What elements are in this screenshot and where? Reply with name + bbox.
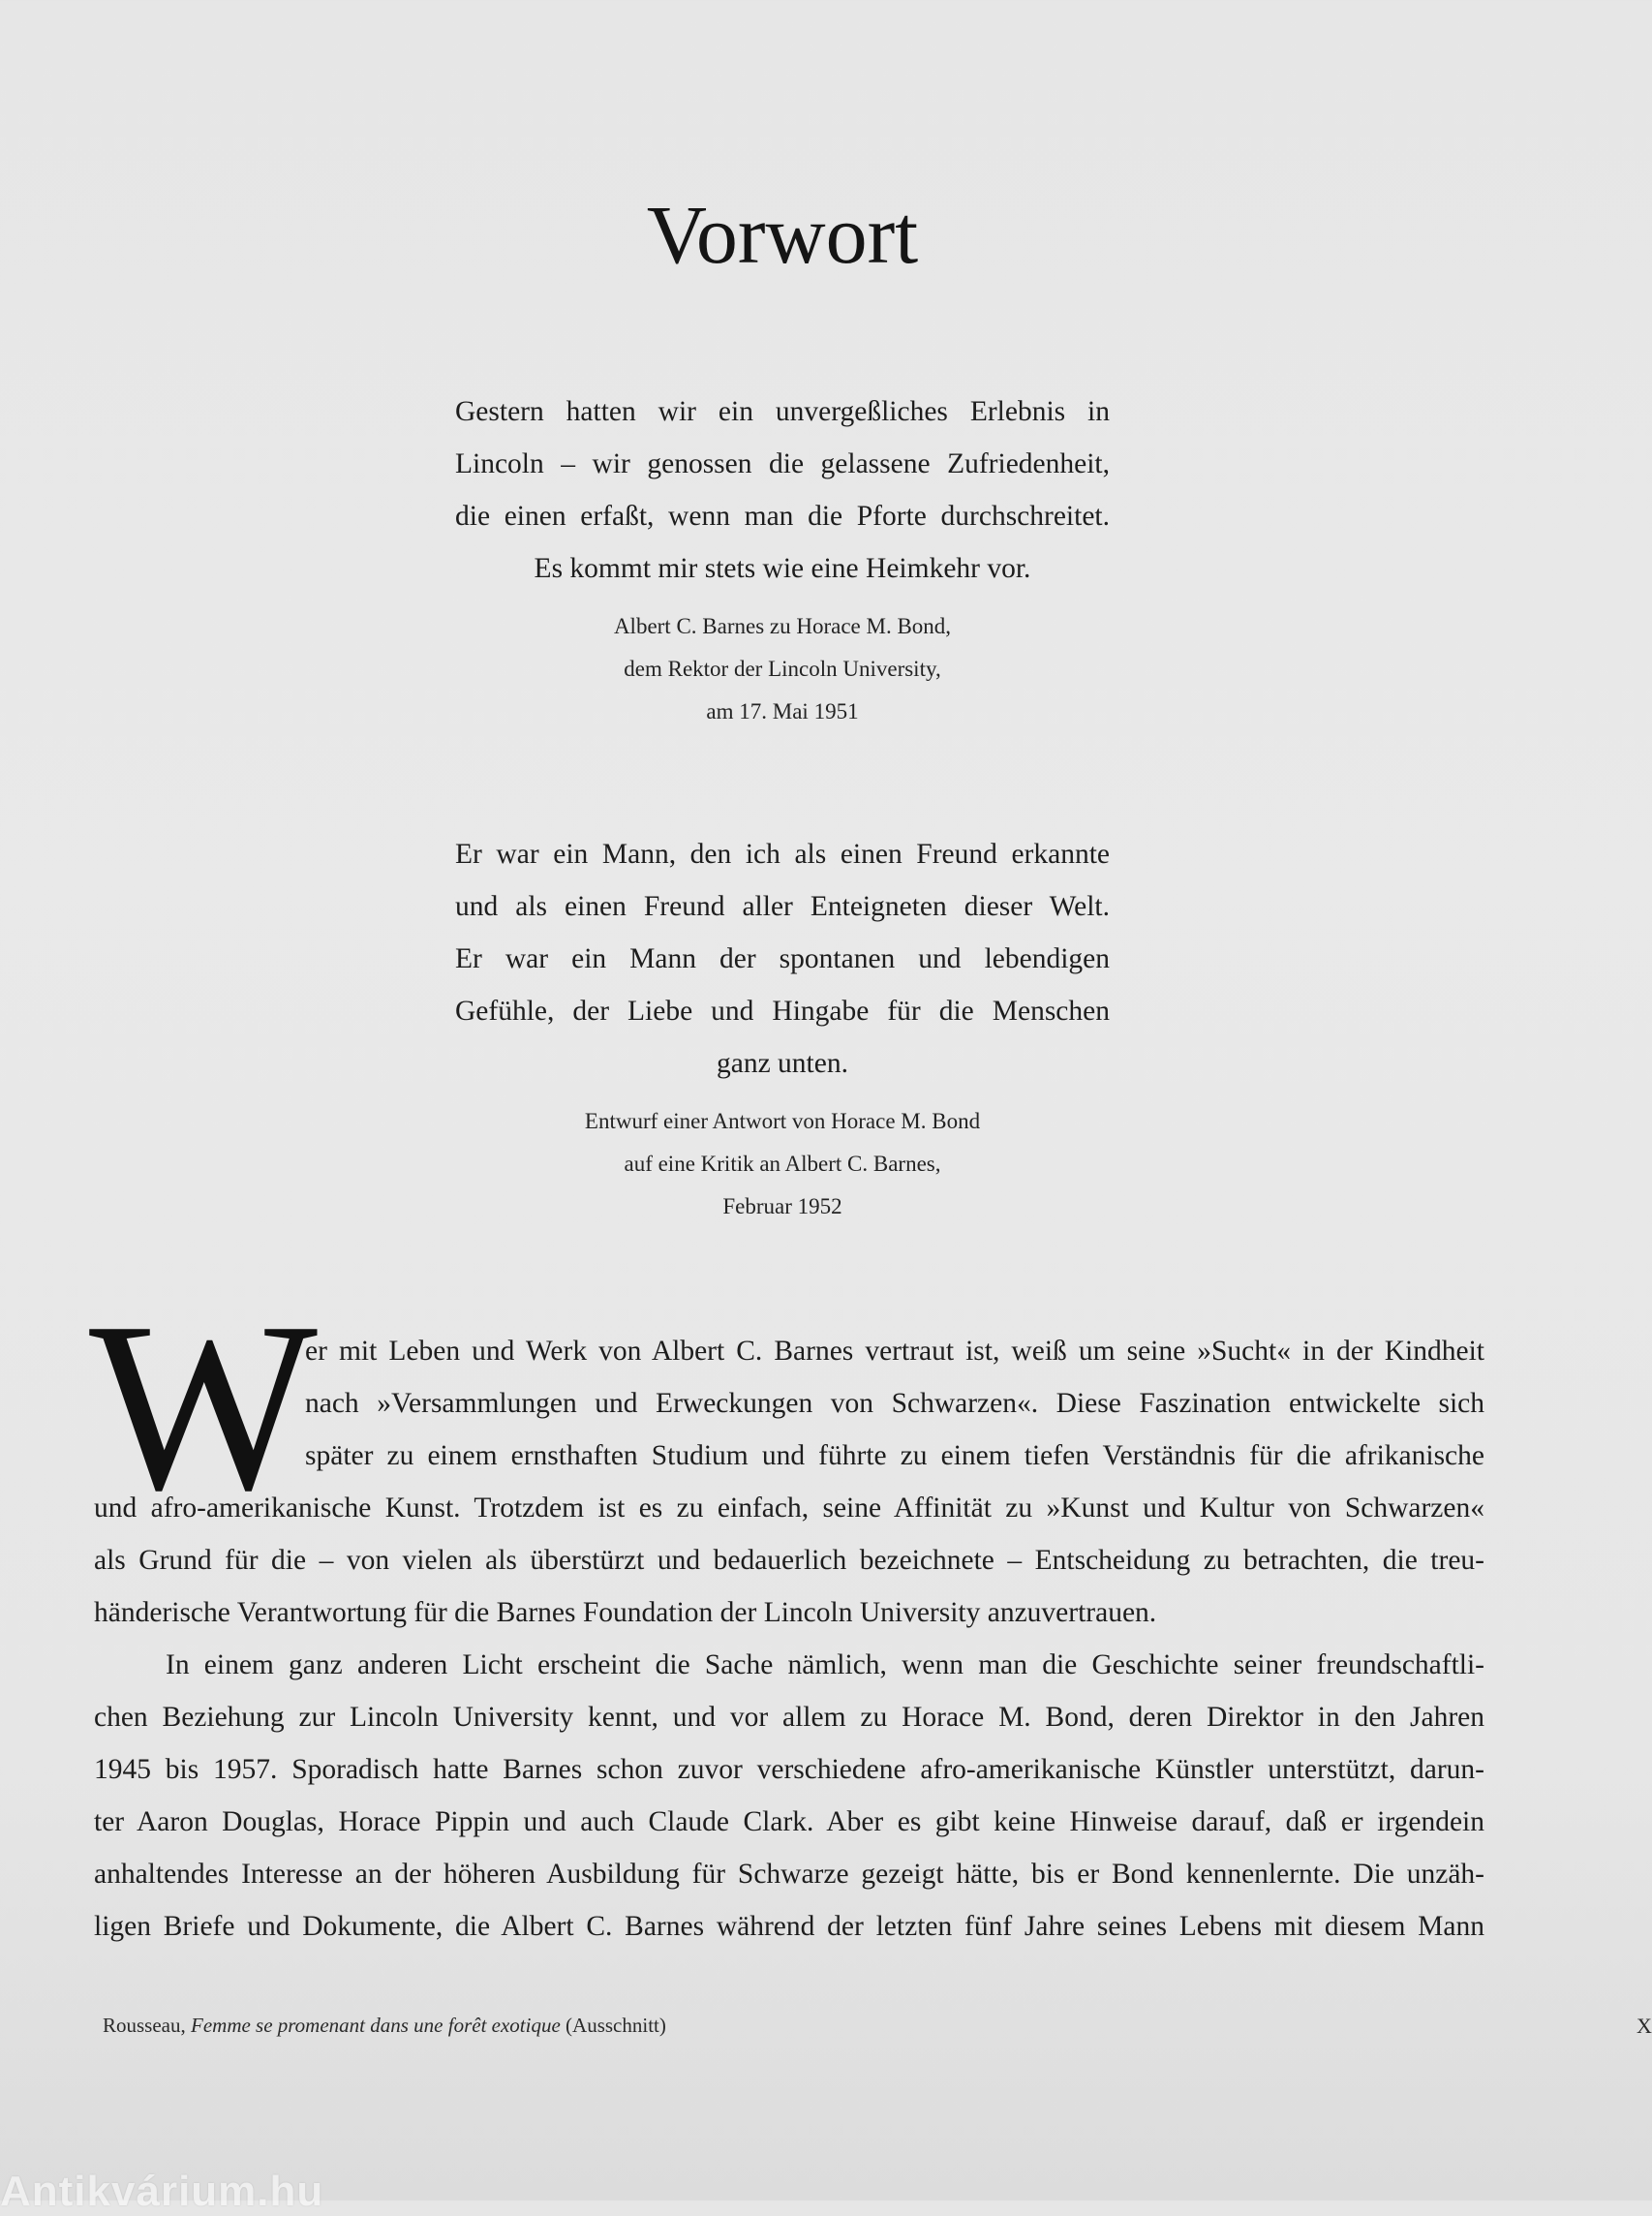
epigraph-1 [455,385,1110,595]
epigraph-2 [455,828,1110,1090]
epigraph-line: Es kommt mir stets wie eine Heimkehr vor. [534,553,1031,584]
attribution-line: am 17. Mai 1951 [706,699,859,723]
epigraph-line: Er war ein Mann, den ich als einen Freund erkannte [455,839,1110,870]
body-text [94,1325,1484,1953]
body-line: als Grund für die – von vielen als überstürzt und bedauerlich bezeichnete – Entscheidung zu betrachten, die treu- [94,1545,1484,1576]
attribution-line: dem Rektor der Lincoln University, [624,657,941,681]
caption-work-title: Femme se promenant dans une forêt exotique [191,2014,561,2037]
epigraph-2-attribution [455,1100,1110,1228]
epigraph-line: und als einen Freund aller Enteigneten dieser Welt. [455,891,1110,922]
page-number: X [1637,2014,1652,2038]
attribution-line: Februar 1952 [722,1194,842,1218]
body-line: ter Aaron Douglas, Horace Pippin und auch Claude Clark. Aber es gibt keine Hinweise darauf, daß er irgendein [94,1806,1484,1837]
body-line: später zu einem ernsthaften Studium und führte zu einem tiefen Verständnis für die afrikanische [305,1440,1484,1471]
attribution-line: auf eine Kritik an Albert C. Barnes, [624,1152,941,1176]
epigraph-line: Er war ein Mann der spontanen und lebendigen [455,943,1110,974]
epigraph-line: Gefühle, der Liebe und Hingabe für die Menschen [455,996,1110,1027]
drop-cap: W [89,1273,318,1541]
epigraph-line: ganz unten. [717,1048,848,1079]
epigraph-line: Gestern hatten wir ein unvergeßliches Erlebnis in [455,396,1110,427]
body-line: 1945 bis 1957. Sporadisch hatte Barnes schon zuvor verschiedene afro-amerikanische Künstler unterstützt, darun- [94,1754,1484,1785]
epigraph-line: Lincoln – wir genossen die gelassene Zufriedenheit, [455,448,1110,479]
body-line: anhaltendes Interesse an der höheren Ausbildung für Schwarze gezeigt hätte, bis er Bond kennenlernte. Die unzäh- [94,1859,1484,1890]
attribution-line: Entwurf einer Antwort von Horace M. Bond [584,1109,981,1133]
body-line: und afro-amerikanische Kunst. Trotzdem ist es zu einfach, seine Affinität zu »Kunst und Kultur von Schwarzen« [94,1493,1484,1524]
body-line: er mit Leben und Werk von Albert C. Barnes vertraut ist, weiß um seine »Sucht« in der Kindheit [305,1336,1484,1367]
body-line: nach »Versammlungen und Erweckungen von Schwarzen«. Diese Faszination entwickelte sich [305,1388,1484,1419]
epigraph-line: die einen erfaßt, wenn man die Pforte durchschreitet. [455,501,1110,532]
body-line: händerische Verantwortung für die Barnes Foundation der Lincoln University anzuvertrauen. [94,1597,1157,1628]
epigraph-1-attribution [455,605,1110,733]
caption-artist: Rousseau, [103,2014,191,2037]
caption-note: (Ausschnitt) [560,2014,666,2037]
watermark: Antikvárium.hu [0,2168,324,2215]
attribution-line: Albert C. Barnes zu Horace M. Bond, [613,614,952,638]
image-caption [103,2014,666,2038]
body-line: In einem ganz anderen Licht erscheint die Sache nämlich, wenn man die Geschichte seiner freundschaftli- [166,1649,1484,1680]
body-line: chen Beziehung zur Lincoln University kennt, und vor allem zu Horace M. Bond, deren Direktor in den Jahren [94,1702,1484,1733]
page-title: Vorwort [646,188,919,281]
body-line: ligen Briefe und Dokumente, die Albert C. Barnes während der letzten fünf Jahre seines Lebens mit diesem Mann [94,1911,1484,1942]
